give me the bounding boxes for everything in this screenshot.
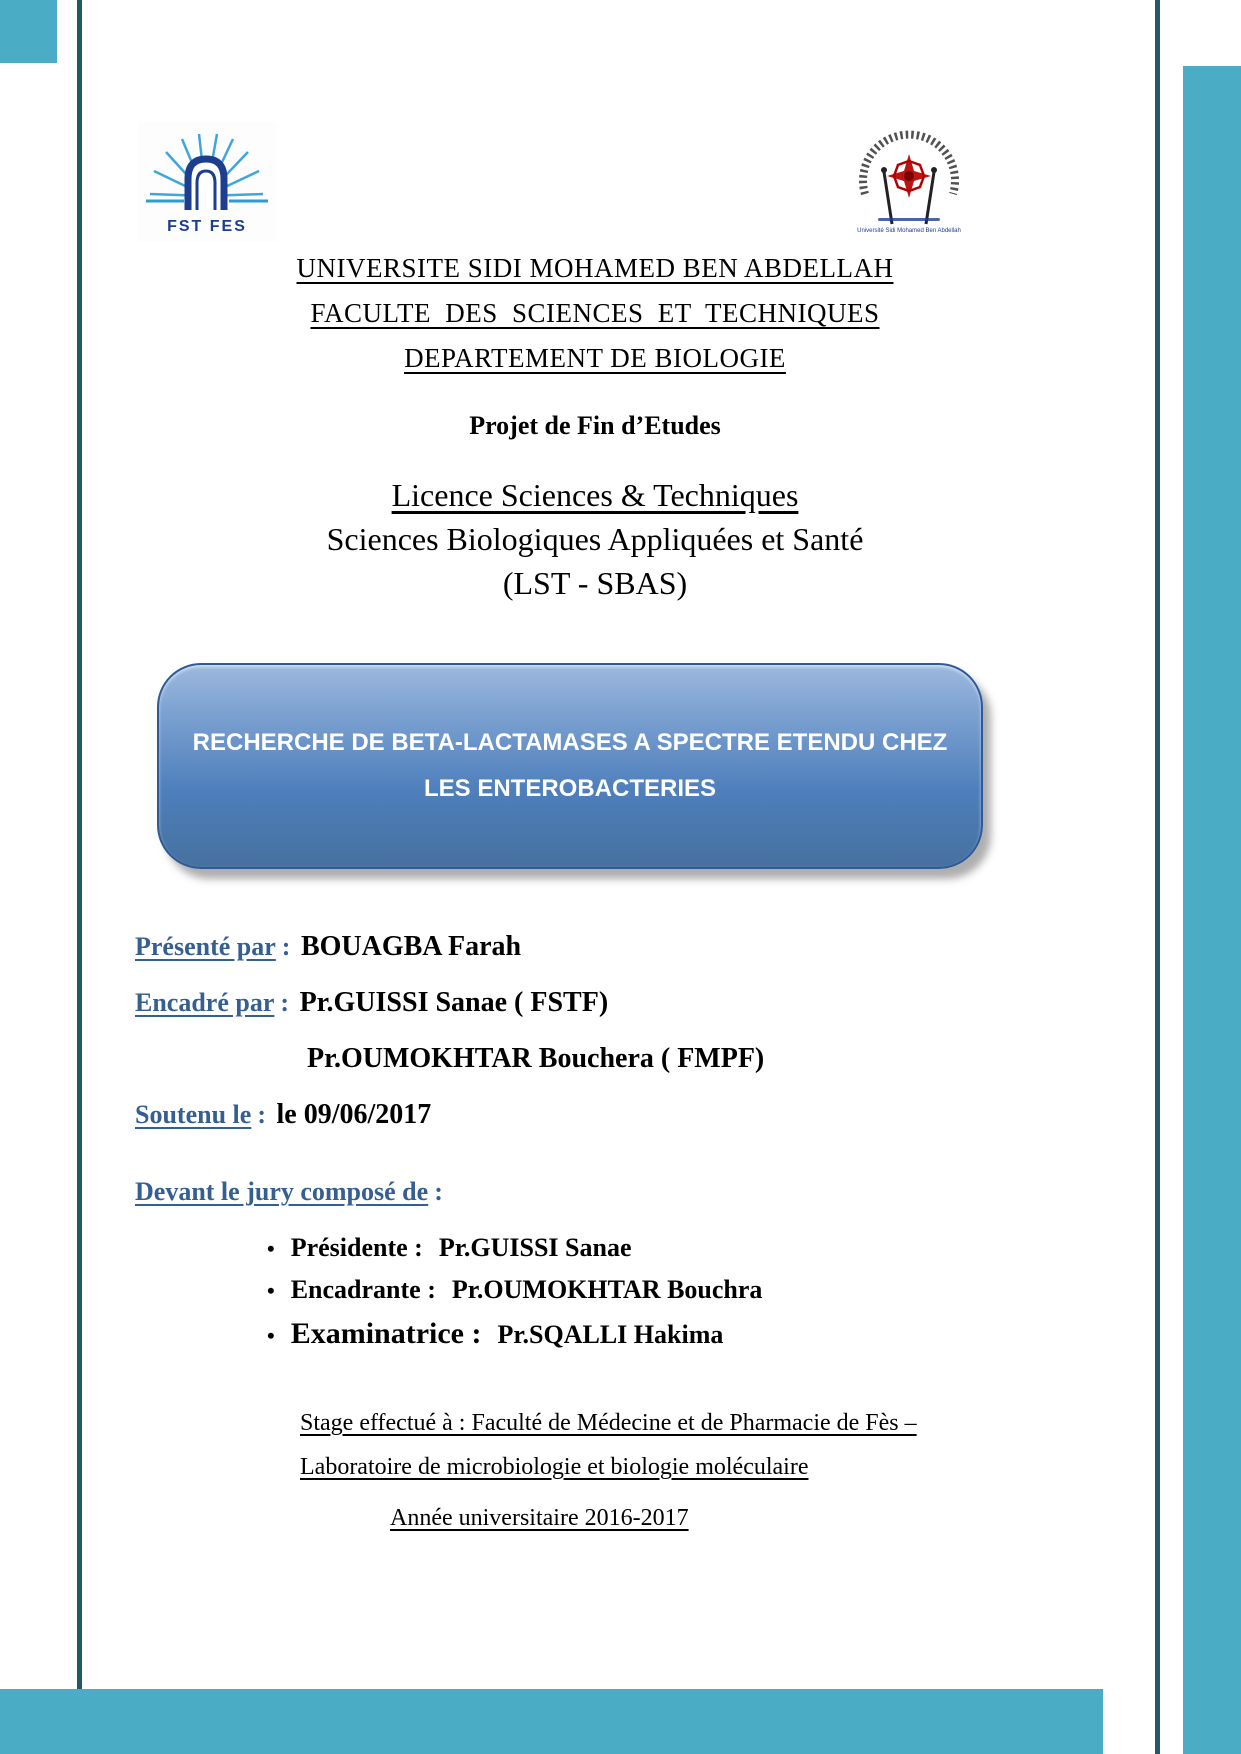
defense-date-value: le 09/06/2017	[276, 1099, 432, 1130]
institution-header	[85, 0, 1105, 381]
supervisor-2-row	[135, 1043, 1105, 1075]
internship-location	[85, 1401, 1105, 1489]
thesis-details	[85, 931, 1105, 1351]
frame-line-left	[77, 0, 82, 1754]
frame-corner-top-left	[0, 0, 57, 63]
presented-by-row	[135, 931, 1105, 963]
internship-location-line1: Stage effectué à : Faculté de Médecine et de Pharmacie de Fès –	[300, 1410, 917, 1436]
frame-bar-bottom	[0, 1689, 1103, 1754]
frame-line-right	[1155, 0, 1160, 1754]
jury-member-role: Encadrante :	[290, 1275, 436, 1304]
colon: :	[434, 1177, 443, 1206]
bullet-icon: •	[267, 1278, 275, 1303]
cover-page	[85, 0, 1105, 1532]
department-name: DEPARTEMENT DE BIOLOGIE	[404, 343, 786, 373]
internship-location-line2: Laboratoire de microbiologie et biologie moléculaire	[300, 1454, 809, 1480]
jury-member	[267, 1233, 1105, 1263]
thesis-title-banner	[157, 663, 983, 869]
supervised-by-label: Encadré par	[135, 988, 275, 1017]
jury-heading-label: Devant le jury composé de	[135, 1177, 429, 1206]
presented-by-value: BOUAGBA Farah	[300, 931, 522, 962]
bullet-icon: •	[267, 1236, 275, 1261]
academic-year-row	[85, 1505, 1105, 1532]
thesis-title-line1: RECHERCHE DE BETA-LACTAMASES A SPECTRE ETENDU CHEZ	[192, 729, 948, 756]
jury-member	[267, 1317, 1105, 1351]
jury-list	[267, 1233, 1105, 1351]
bullet-icon: •	[267, 1323, 275, 1348]
supervisor-2: Pr.OUMOKHTAR Bouchera ( FMPF)	[307, 1043, 765, 1074]
supervisor-1: Pr.GUISSI Sanae ( FSTF)	[299, 987, 609, 1018]
jury-member-role: Présidente :	[290, 1233, 423, 1262]
jury-member-name: Pr.OUMOKHTAR Bouchra	[451, 1275, 763, 1304]
supervised-by-row	[135, 987, 1105, 1019]
jury-member-role: Examinatrice :	[290, 1317, 482, 1350]
cover-footer	[85, 1401, 1105, 1532]
defense-date-row	[135, 1099, 1105, 1131]
degree-abbreviation: (LST - SBAS)	[502, 565, 688, 601]
degree-specialty: Sciences Biologiques Appliquées et Santé	[326, 521, 864, 557]
fst-fes-logo-text: FST FES	[167, 218, 247, 235]
university-name: UNIVERSITE SIDI MOHAMED BEN ABDELLAH	[296, 253, 894, 283]
degree-name: Licence Sciences & Techniques	[391, 477, 799, 513]
presented-by-label: Présenté par	[135, 932, 276, 961]
jury-member-name: Pr.SQALLI Hakima	[497, 1320, 724, 1349]
thesis-title-line2: LES ENTEROBACTERIES	[423, 775, 717, 802]
frame-column-right	[1183, 66, 1241, 1754]
usmba-seal-caption: Université Sidi Mohamed Ben Abdellah	[857, 228, 961, 234]
degree-block	[85, 473, 1105, 605]
colon: :	[257, 1100, 266, 1129]
colon: :	[281, 932, 291, 961]
defense-date-label: Soutenu le	[135, 1100, 252, 1129]
jury-heading-row	[135, 1177, 1105, 1207]
faculty-name: FACULTE DES SCIENCES ET TECHNIQUES	[310, 298, 880, 328]
academic-year: Année universitaire 2016-2017	[390, 1505, 689, 1531]
project-type: Projet de Fin d’Etudes	[469, 411, 721, 440]
colon: :	[280, 988, 290, 1017]
jury-member	[267, 1275, 1105, 1305]
jury-member-name: Pr.GUISSI Sanae	[438, 1233, 632, 1262]
